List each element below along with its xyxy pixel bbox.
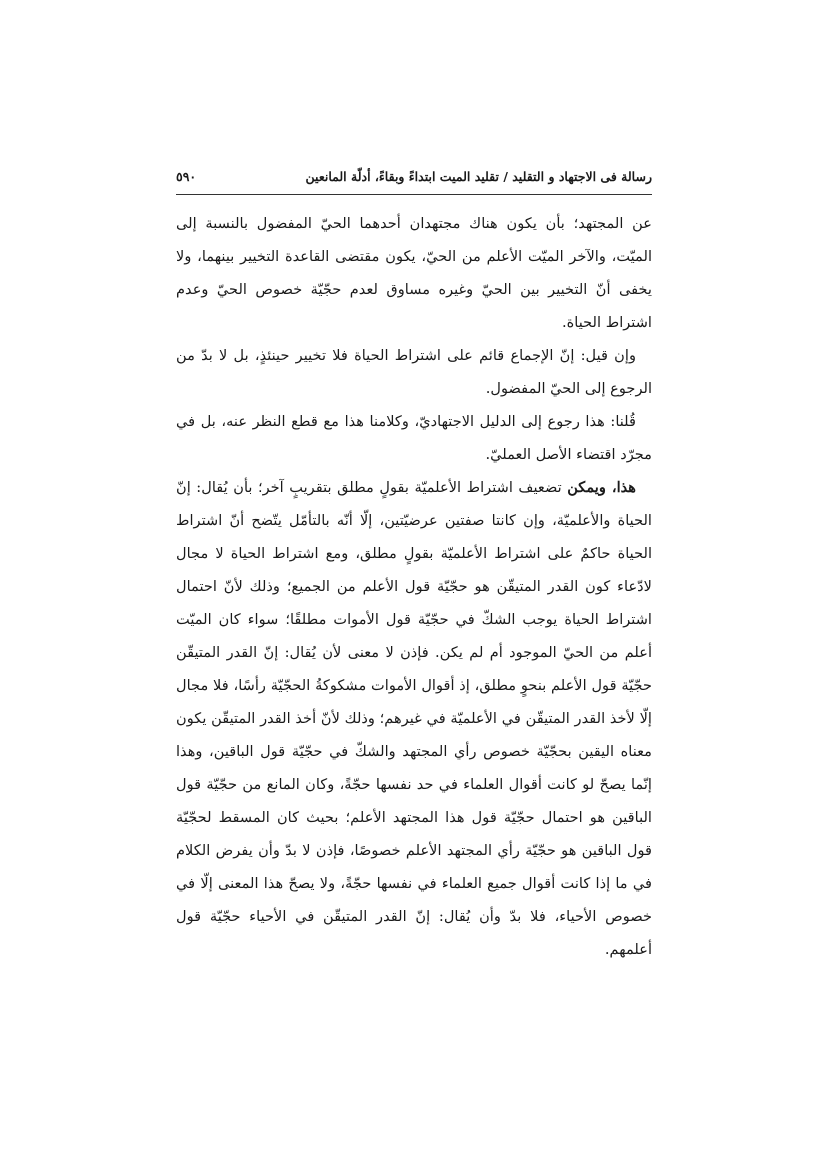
paragraph — [176, 471, 652, 966]
running-header — [176, 168, 652, 195]
paragraph — [176, 339, 652, 405]
book-page — [176, 168, 652, 966]
paragraph — [176, 405, 652, 471]
paragraph — [176, 207, 652, 339]
paragraph-text: قُلنا: هذا رجوع إلى الدليل الاجتهاديّ، وكلامنا هذا مع قطع النظر عنه، بل في مجرّد اقتضاء الأصل العمليّ. — [176, 413, 652, 463]
body-text — [176, 207, 652, 966]
paragraph-lead: هذا، ويمكن — [567, 479, 637, 496]
paragraph-text: تضعيف اشتراط الأعلميّة بقولٍ مطلق بتقريبٍ آخر؛ بأن يُقال: إنّ الحياة والأعلميّة، وإن كانتا صفتين عرضيّتين، إلّا أنّه بالتأمّل يتّضح أنّ اشتراط الحياة حاكمٌ على اشتراط الأعلميّة بقولٍ مطلق، ومع اشتراط الحياة لا مجال لادّعاء كون القدر المتيقّن هو حجّيّة قول الأعلم من الجميع؛ وذلك لأنّ احتمال اشتراط الحياة يوجب الشكّ في حجّيّة قول الأموات مطلقًا؛ سواء كان الميّت أعلم من الحيّ الموجود أم لم يكن. فإذن لا معنى لأن يُقال: إنّ القدر المتيقّن حجّيّة قول الأعلم بنحوٍ مطلق، إذ أقوال الأموات مشكوكةُ الحجّيّة رأسًا، فلا مجال إلّا لأخذ القدر المتيقّن في الأعلميّة في غيرهم؛ وذلك لأنّ أخذ القدر المتيقّن يكون معناه اليقين بحجّيّة خصوص رأي المجتهد والشكّ في حجّيّة قول الباقين، وهذا إنّما يصحّ لو كانت أقوال العلماء في حد نفسها حجّةً، وكان المانع من حجّيّة قول الباقين هو احتمال حجّيّة قول هذا المجتهد الأعلم؛ بحيث كان المسقط لحجّيّة قول الباقين هو حجّيّة رأي المجتهد الأعلم خصوصًا، فإذن لا بدّ وأن يفرض الكلام في ما إذا كانت أقوال جميع العلماء في نفسها حجّةً، ولا يصحّ هذا المعنى إلّا في خصوص الأحياء، فلا بدّ وأن يُقال: إنّ القدر المتيقّن في الأحياء حجّيّة قول أعلمهم. — [176, 479, 652, 958]
paragraph-text: عن المجتهد؛ بأن يكون هناك مجتهدان أحدهما الحيّ المفضول بالنسبة إلى الميّت، والآخر الميّت الأعلم من الحيّ، يكون مقتضى القاعدة التخيير بينهما، ولا يخفى أنّ التخيير بين الحيّ وغيره مساوق لعدم حجّيّة خصوص الحيّ وعدم اشتراط الحياة. — [176, 215, 652, 331]
running-title: رسالة فى الاجتهاد و التقليد / تقليد الميت ابتداءً وبقاءً، أدلّة المانعين — [305, 169, 652, 184]
page-number: ٥٩٠ — [176, 169, 197, 184]
paragraph-text: وإن قيل: إنّ الإجماع قائم على اشتراط الحياة فلا تخيير حينئذٍ، بل لا بدّ من الرجوع إلى الحيّ المفضول. — [176, 347, 652, 397]
